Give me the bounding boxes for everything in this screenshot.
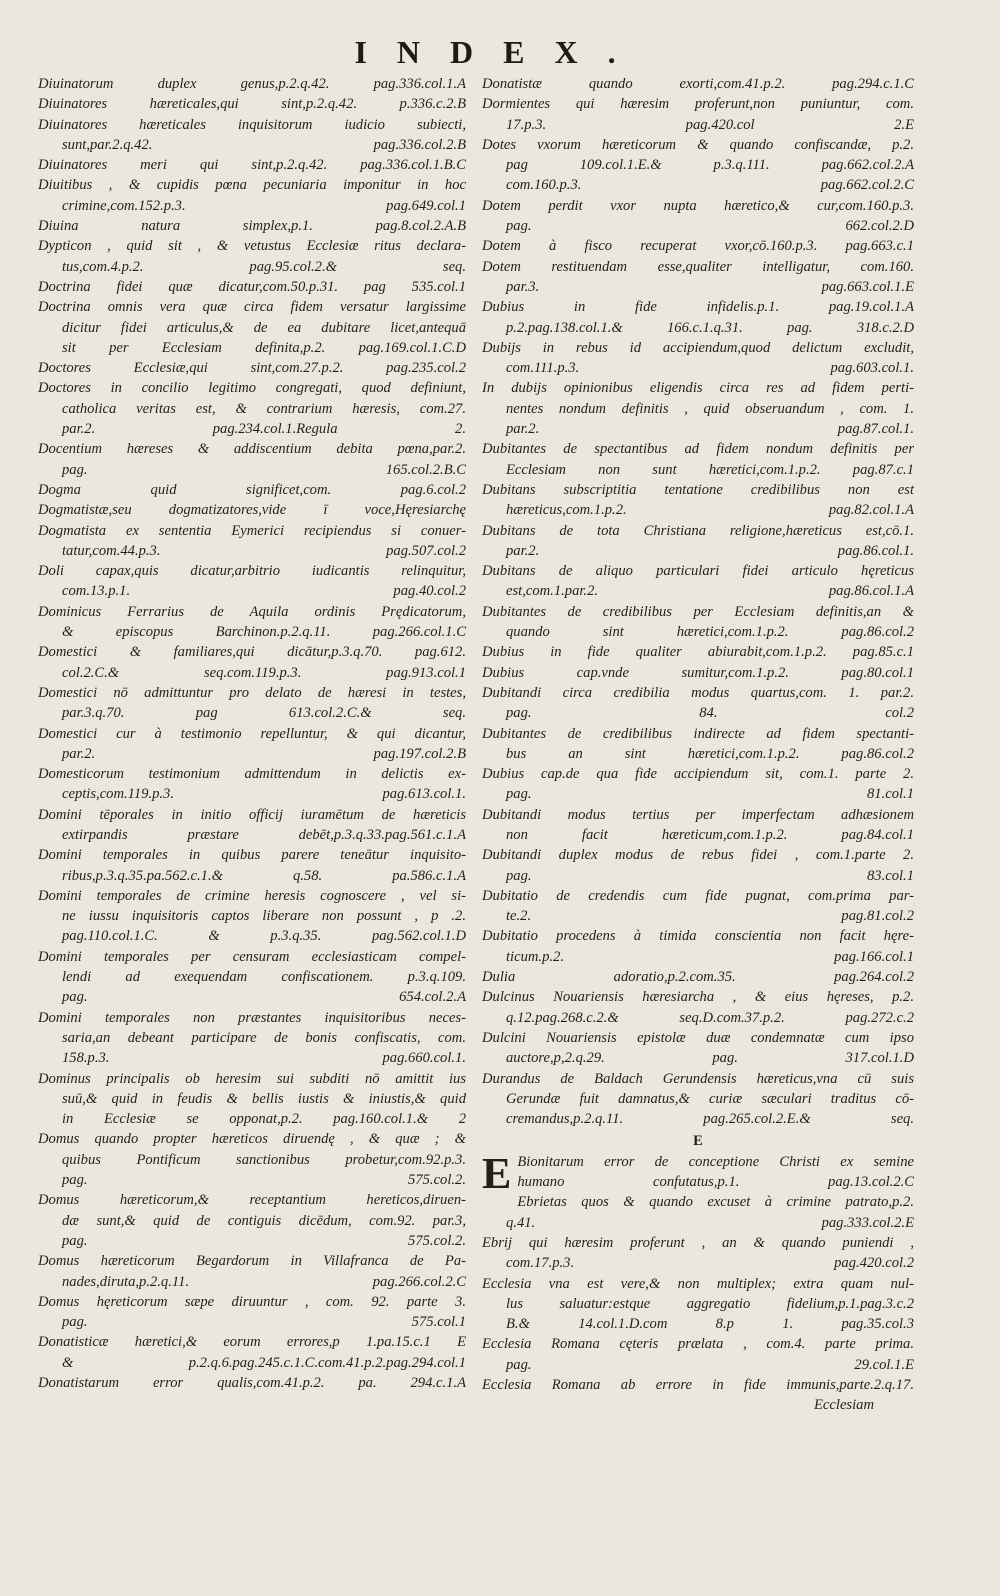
entry-continuation-line: hæreticus,com.1.p.2. pag.82.col.1.A — [506, 502, 914, 519]
entry-heading-line: Dormientes qui hæresim proferunt,non puniuntur, com. — [482, 96, 914, 113]
entry-heading-line: Dubius cap.de qua fide accipiendum sit, com.1. parte 2. — [482, 766, 914, 783]
index-entry — [38, 1251, 466, 1292]
entry-continuation-line: pag. 575.col.2. — [62, 1232, 466, 1249]
index-entry — [38, 1069, 466, 1130]
entry-continuation-line: pag. 81.col.1 — [506, 786, 914, 803]
entry-heading-line: Domini tēporales in initio officij iuramētum de hæreticis — [38, 806, 466, 823]
index-entry — [482, 926, 914, 967]
entry-heading-line: Ecclesia Romana cęteris prælata , com.4. parte prima. — [482, 1336, 914, 1353]
entry-continuation-line: dæ sunt,& quid de contiguis dicēdum, com.92. par.3, — [62, 1212, 466, 1229]
entry-continuation-line: ribus,p.3.q.35.pa.562.c.1.& q.58. pa.586.c.1.A — [62, 867, 466, 884]
entry-continuation-line: Ecclesiam non sunt hæretici,com.1.p.2. pag.87.c.1 — [506, 461, 914, 478]
entry-heading-line: Dubitans subscriptitia tentatione credibilibus non est — [482, 481, 914, 498]
index-entry — [38, 521, 466, 562]
index-entry — [482, 257, 914, 298]
entry-continuation-line: pag. 165.col.2.B.C — [62, 461, 466, 478]
index-entry — [38, 115, 466, 156]
entry-continuation-line: bus an sint hæretici,com.1.p.2. pag.86.col.2 — [506, 745, 914, 762]
entry-continuation-line: pag. 84. col.2 — [506, 705, 914, 722]
index-entry — [482, 845, 914, 886]
index-entry — [482, 439, 914, 480]
entry-heading-line: Dubitantes de credibilibus indirecte ad fidem spectanti- — [482, 725, 914, 742]
index-entry — [38, 175, 466, 216]
index-entry — [482, 764, 914, 805]
entry-heading-line: Diuinatorum duplex genus,p.2.q.42. pag.336.col.1.A — [38, 76, 466, 92]
entry-heading-line: Domus hæreticorum Begardorum in Villafranca de Pa- — [38, 1253, 466, 1270]
index-entry — [482, 521, 914, 562]
index-entry — [482, 642, 914, 662]
entry-heading-line: Dotem à fisco recuperat vxor,cō.160.p.3. pag.663.c.1 — [482, 238, 914, 255]
catchword: Ecclesiam — [814, 1397, 874, 1414]
entry-heading-line: Doctores in concilio legitimo congregati, quod definiunt, — [38, 380, 466, 397]
index-entry — [38, 277, 466, 297]
entry-continuation-line: extirpandis præstare debēt,p.3.q.33.pag.561.c.1.A — [62, 826, 466, 843]
entry-continuation-line: B.& 14.col.1.D.com 8.p 1. pag.35.col.3 — [506, 1316, 914, 1333]
entry-heading-line: Diuina natura simplex,p.1. pag.8.col.2.A.B — [38, 218, 466, 235]
entry-heading-line: Ecclesia Romana ab errore in fide immunis,parte.2.q.17. — [482, 1377, 914, 1393]
index-entry — [482, 724, 914, 765]
entry-heading-line: Dulcinus Nouariensis hæresiarcha , & eius hęreses, p.2. — [482, 989, 914, 1006]
entry-heading-line: Ebrij qui hæresim proferunt , an & quando puniendi , — [482, 1234, 914, 1251]
entry-heading-line: Dogmatistæ,seu dogmatizatores,vide ī voce,Hęresiarchę — [38, 502, 466, 519]
entry-continuation-line: tus,com.4.p.2. pag.95.col.2.& seq. — [62, 258, 466, 275]
index-entry — [482, 1274, 914, 1335]
index-entry — [482, 94, 914, 135]
entry-continuation-line: pag. 575.col.2. — [62, 1172, 466, 1189]
index-entry — [38, 378, 466, 439]
index-entry — [38, 1190, 466, 1251]
index-entry — [38, 602, 466, 643]
entry-heading-line: Dubitans de aliquo particulari fidei articulo hęreticus — [482, 563, 914, 580]
index-entry — [38, 561, 466, 602]
entry-heading-line: Donatisticæ hæretici,& eorum errores,p 1.pa.15.c.1 E — [38, 1334, 466, 1351]
entry-heading-line: Dubitantes de credibilibus per Ecclesiam definitis,an & — [482, 603, 914, 620]
entry-heading-line: Doctrina fidei quæ dicatur,com.50.p.31. pag 535.col.1 — [38, 278, 466, 295]
entry-heading-line: Domini temporales in quibus parere teneātur inquisito- — [38, 847, 466, 864]
entry-continuation-line: suū,& quid in feudis & bellis iustis & iniustis,& quid — [62, 1090, 466, 1107]
entry-continuation-line: par.3.q.70. pag 613.col.2.C.& seq. — [62, 705, 466, 722]
entry-heading-line: Dubitandi circa credibilia modus quartus,com. 1. par.2. — [482, 684, 914, 701]
index-entry — [38, 845, 466, 886]
index-entry — [482, 1233, 914, 1274]
entry-continuation-line: par.2. pag.234.col.1.Regula 2. — [62, 421, 466, 438]
index-entry — [38, 500, 466, 520]
index-entry — [482, 805, 914, 846]
entry-heading-line: Dypticon , quid sit , & vetustus Ecclesiæ ritus declara- — [38, 238, 466, 255]
index-entry — [38, 1332, 466, 1373]
entry-heading-line: Dotem restituendam esse,qualiter intelligatur, com.160. — [482, 258, 914, 275]
index-entry — [482, 378, 914, 439]
entry-continuation-line: col.2.C.& seq.com.119.p.3. pag.913.col.1 — [62, 664, 466, 681]
entry-continuation-line: pag.110.col.1.C. & p.3.q.35. pag.562.col.1.D — [62, 928, 466, 945]
entry-heading-line: Ebrietas quos & quando excuset à crimine patrato,p.2. — [517, 1194, 914, 1211]
entry-heading-line: Dubitans de tota Christiana religione,hæreticus est,cō.1. — [482, 522, 914, 539]
entry-heading-line: Domestici cur à testimonio repelluntur, & qui dicantur, — [38, 725, 466, 742]
entry-continuation-line: p.2.pag.138.col.1.& 166.c.1.q.31. pag. 318.c.2.D — [506, 319, 914, 336]
index-entry — [38, 642, 466, 683]
index-entry — [482, 683, 914, 724]
entry-heading-line: Dubitatio de credendis cum fide pugnat, com.prima par- — [482, 887, 914, 904]
index-entry — [38, 358, 466, 378]
entry-heading-line: Doctrina omnis vera quæ circa fidem versatur largissime — [38, 299, 466, 316]
entry-heading-line: Diuinatores hæreticales,qui sint,p.2.q.42. p.336.c.2.B — [38, 96, 466, 113]
index-entry — [482, 967, 914, 987]
entry-continuation-line: & p.2.q.6.pag.245.c.1.C.com.41.p.2.pag.294.col.1 — [62, 1354, 466, 1371]
entry-heading-line: Dubius cap.vnde sumitur,com.1.p.2. pag.80.col.1 — [482, 664, 914, 681]
entry-continuation-line: com.160.p.3. pag.662.col.2.C — [506, 177, 914, 194]
index-entry — [38, 1373, 466, 1393]
entry-heading-line: Diuitibus , & cupidis pœna pecuniaria imponitur in hoc — [38, 177, 466, 194]
entry-heading-line: Ecclesia vna est vere,& non multiplex; extra quam nul- — [482, 1275, 914, 1292]
entry-heading-line: Doli capax,quis dicatur,arbitrio iudicantis relinquitur, — [38, 563, 466, 580]
entry-continuation-line: com.13.p.1. pag.40.col.2 — [62, 583, 466, 600]
index-entry — [482, 135, 914, 196]
entry-heading-line: Dulia adoratio,p.2.com.35. pag.264.col.2 — [482, 969, 914, 986]
index-entry — [482, 886, 914, 927]
entry-continuation-line: pag 109.col.1.E.& p.3.q.111. pag.662.col.2.A — [506, 157, 914, 174]
entry-continuation-line: lus saluatur:estque aggregatio fidelium,p.1.pag.3.c.2 — [506, 1295, 914, 1312]
entry-heading-line: Domus hæreticorum,& receptantium hereticos,diruen- — [38, 1192, 466, 1209]
entry-continuation-line: pag. 662.col.2.D — [506, 218, 914, 235]
entry-continuation-line: crimine,com.152.p.3. pag.649.col.1 — [62, 197, 466, 214]
entry-continuation-line: in Ecclesiæ se opponat,p.2. pag.160.col.1.& 2 — [62, 1111, 466, 1128]
page-title: INDEX. — [354, 34, 646, 70]
entry-continuation-line: catholica veritas est, & contrarium hæresis, com.27. — [62, 400, 466, 417]
entry-heading-line: Dubitandi modus tertius per imperfectam adhæsionem — [482, 806, 914, 823]
index-entry — [38, 74, 466, 94]
index-entry — [38, 1129, 466, 1190]
entry-continuation-line: quando sint hæretici,com.1.p.2. pag.86.col.2 — [506, 624, 914, 641]
entry-continuation-line: te.2. pag.81.col.2 — [506, 908, 914, 925]
entry-heading-line: Dogmatista ex sententia Eymerici recipiendus si conuer- — [38, 522, 466, 539]
entry-continuation-line: non facit hæreticum,com.1.p.2. pag.84.col.1 — [506, 826, 914, 843]
entry-continuation-line: nades,diruta,p.2.q.11. pag.266.col.2.C — [62, 1273, 466, 1290]
index-entry — [38, 236, 466, 277]
entry-continuation-line: par.2. pag.86.col.1. — [506, 542, 914, 559]
entry-heading-line: Dogma quid significet,com. pag.6.col.2 — [38, 481, 466, 498]
index-entry — [38, 94, 466, 114]
entry-continuation-line: sit per Ecclesiam definita,p.2. pag.169.col.1.C.D — [62, 339, 466, 356]
entry-heading-line: Dulcini Nouariensis epistolæ duæ condemnatæ cum ipso — [482, 1029, 914, 1046]
entry-heading-line: Domus hęreticorum sæpe diruuntur , com. 92. parte 3. — [38, 1293, 466, 1310]
index-entry — [482, 987, 914, 1028]
entry-heading-line: Donatistæ quando exorti,com.41.p.2. pag.294.c.1.C — [482, 76, 914, 92]
entry-continuation-line: lendi ad exequendam confiscationem. p.3.q.109. — [62, 969, 466, 986]
entry-continuation-line: q.12.pag.268.c.2.& seq.D.com.37.p.2. pag.272.c.2 — [506, 1009, 914, 1026]
entry-continuation-line: ne iussu inquisitoris captos liberare non possunt , p .2. — [62, 908, 466, 925]
entry-continuation-line: com.111.p.3. pag.603.col.1. — [506, 360, 914, 377]
index-entry — [38, 683, 466, 724]
index-entry — [482, 338, 914, 379]
entry-continuation-line: ticum.p.2. pag.166.col.1 — [506, 948, 914, 965]
index-entry — [38, 1292, 466, 1333]
entry-continuation-line: pag. 575.col.1 — [62, 1314, 466, 1331]
entry-continuation-line: sunt,par.2.q.42. pag.336.col.2.B — [62, 136, 466, 153]
entry-continuation-line: dicitur fidei articulus,& de ea dubitare licet,antequā — [62, 319, 466, 336]
entry-heading-line: humano confutatus,p.1. pag.13.col.2.C — [517, 1174, 914, 1191]
entry-continuation-line: Gerundæ fuit damnatus,& curiæ sæculari traditus cō- — [506, 1090, 914, 1107]
entry-continuation-line: 17.p.3. pag.420.col 2.E — [506, 116, 914, 133]
entry-continuation-line: cremandus,p.2.q.11. pag.265.col.2.E.& seq. — [506, 1111, 914, 1128]
index-entry — [482, 297, 914, 338]
index-entry — [482, 561, 914, 602]
drop-cap: E — [482, 1148, 512, 1198]
index-entry — [38, 439, 466, 480]
index-entry — [482, 1192, 914, 1233]
index-entry — [482, 74, 914, 94]
entry-heading-line: Dominus principalis ob heresim sui subditi nō amittit ius — [38, 1070, 466, 1087]
entry-heading-line: Bionitarum error de conceptione Christi ex semine — [517, 1153, 914, 1170]
entry-heading-line: Docentium hæreses & addiscentium debita pœna,par.2. — [38, 441, 466, 458]
entry-heading-line: Dotem perdit vxor nupta hæretico,& cur,com.160.p.3. — [482, 197, 914, 214]
entry-continuation-line: par.2. pag.87.col.1. — [506, 421, 914, 438]
entry-heading-line: Domesticorum testimonium admittendum in delictis ex- — [38, 766, 466, 783]
index-entry — [38, 480, 466, 500]
entry-continuation-line: pag. 83.col.1 — [506, 867, 914, 884]
entry-continuation-line: ceptis,com.119.p.3. pag.613.col.1. — [62, 786, 466, 803]
index-entry — [482, 1148, 914, 1198]
entry-heading-line: Dominicus Ferrarius de Aquila ordinis Prędicatorum, — [38, 603, 466, 620]
entry-continuation-line: com.17.p.3. pag.420.col.2 — [506, 1255, 914, 1272]
entry-heading-line: Domestici nō admittuntur pro delato de hæresi in testes, — [38, 684, 466, 701]
index-entry — [38, 724, 466, 765]
index-entry — [38, 216, 466, 236]
entry-continuation-line: & episcopus Barchinon.p.2.q.11. pag.266.col.1.C — [62, 624, 466, 641]
index-entry — [482, 663, 914, 683]
index-entry — [482, 1028, 914, 1069]
index-entry — [38, 947, 466, 1008]
entry-heading-line: Dubitandi duplex modus de rebus fidei , com.1.parte 2. — [482, 847, 914, 864]
entry-continuation-line: pag. 654.col.2.A — [62, 989, 466, 1006]
left-column — [38, 74, 466, 1393]
index-entry — [482, 236, 914, 256]
entry-heading-line: Dubius in fide qualiter abiurabit,com.1.p.2. pag.85.c.1 — [482, 644, 914, 661]
entry-continuation-line: 158.p.3. pag.660.col.1. — [62, 1050, 466, 1067]
entry-heading-line: Domini temporales non præstantes inquisitoribus neces- — [38, 1009, 466, 1026]
index-entry — [482, 602, 914, 643]
index-entry — [38, 805, 466, 846]
index-entry — [482, 1375, 914, 1395]
entry-heading-line: Diuinatores hæreticales inquisitorum iudicio subiecti, — [38, 116, 466, 133]
index-entry — [482, 1334, 914, 1375]
entry-heading-line: Domus quando propter hæreticos diruendę , & quæ ; & — [38, 1131, 466, 1148]
entry-continuation-line: quibus Pontificum sanctionibus probetur,com.92.p.3. — [62, 1151, 466, 1168]
entry-heading-line: Dubijs in rebus id accipiendum,quod delictum excludit, — [482, 339, 914, 356]
entry-continuation-line: saria,an debeant participare de bonis confiscatis, com. — [62, 1029, 466, 1046]
index-entry — [482, 1069, 914, 1130]
section-letter-e: E — [693, 1133, 703, 1150]
entry-heading-line: Domini temporales de crimine heresis cognoscere , vel si- — [38, 887, 466, 904]
entry-continuation-line: par.3. pag.663.col.1.E — [506, 278, 914, 295]
entry-continuation-line: par.2. pag.197.col.2.B — [62, 745, 466, 762]
entry-continuation-line: pag. 29.col.1.E — [506, 1356, 914, 1373]
entry-continuation-line: auctore,p,2.q.29. pag. 317.col.1.D — [506, 1050, 914, 1067]
entry-continuation-line: est,com.1.par.2. pag.86.col.1.A — [506, 583, 914, 600]
entry-continuation-line: tatur,com.44.p.3. pag.507.col.2 — [62, 542, 466, 559]
entry-continuation-line: nentes nondum definitis , quid obseruandum , com. 1. — [506, 400, 914, 417]
entry-continuation-line: q.41. pag.333.col.2.E — [506, 1214, 914, 1231]
entry-heading-line: Domestici & familiares,qui dicātur,p.3.q.70. pag.612. — [38, 644, 466, 661]
entry-heading-line: Diuinatores meri qui sint,p.2.q.42. pag.336.col.1.B.C — [38, 157, 466, 174]
index-entry — [482, 480, 914, 521]
index-entry — [482, 196, 914, 237]
entry-heading-line: Dubitatio procedens à timida conscientia non facit hęre- — [482, 928, 914, 945]
entry-heading-line: Donatistarum error qualis,com.41.p.2. pa. 294.c.1.A — [38, 1375, 466, 1391]
entry-heading-line: Dubitantes de spectantibus ad fidem nondum definitis per — [482, 441, 914, 458]
entry-heading-line: Durandus de Baldach Gerundensis hæreticus,vna cū suis — [482, 1070, 914, 1087]
entry-heading-line: Dubius in fide infidelis.p.1. pag.19.col.1.A — [482, 299, 914, 316]
index-entry — [38, 886, 466, 947]
entry-heading-line: Doctores Ecclesiæ,qui sint,com.27.p.2. pag.235.col.2 — [38, 360, 466, 377]
index-entry — [38, 764, 466, 805]
index-entry — [38, 1008, 466, 1069]
entry-heading-line: In dubijs opinionibus eligendis circa res ad fidem perti- — [482, 380, 914, 397]
entry-heading-line: Domini temporales per censuram ecclesiasticam compel- — [38, 948, 466, 965]
index-entry — [38, 297, 466, 358]
right-column — [482, 74, 914, 1416]
index-entry — [38, 155, 466, 175]
entry-heading-line: Dotes vxorum hæreticorum & quando confiscandæ, p.2. — [482, 136, 914, 153]
